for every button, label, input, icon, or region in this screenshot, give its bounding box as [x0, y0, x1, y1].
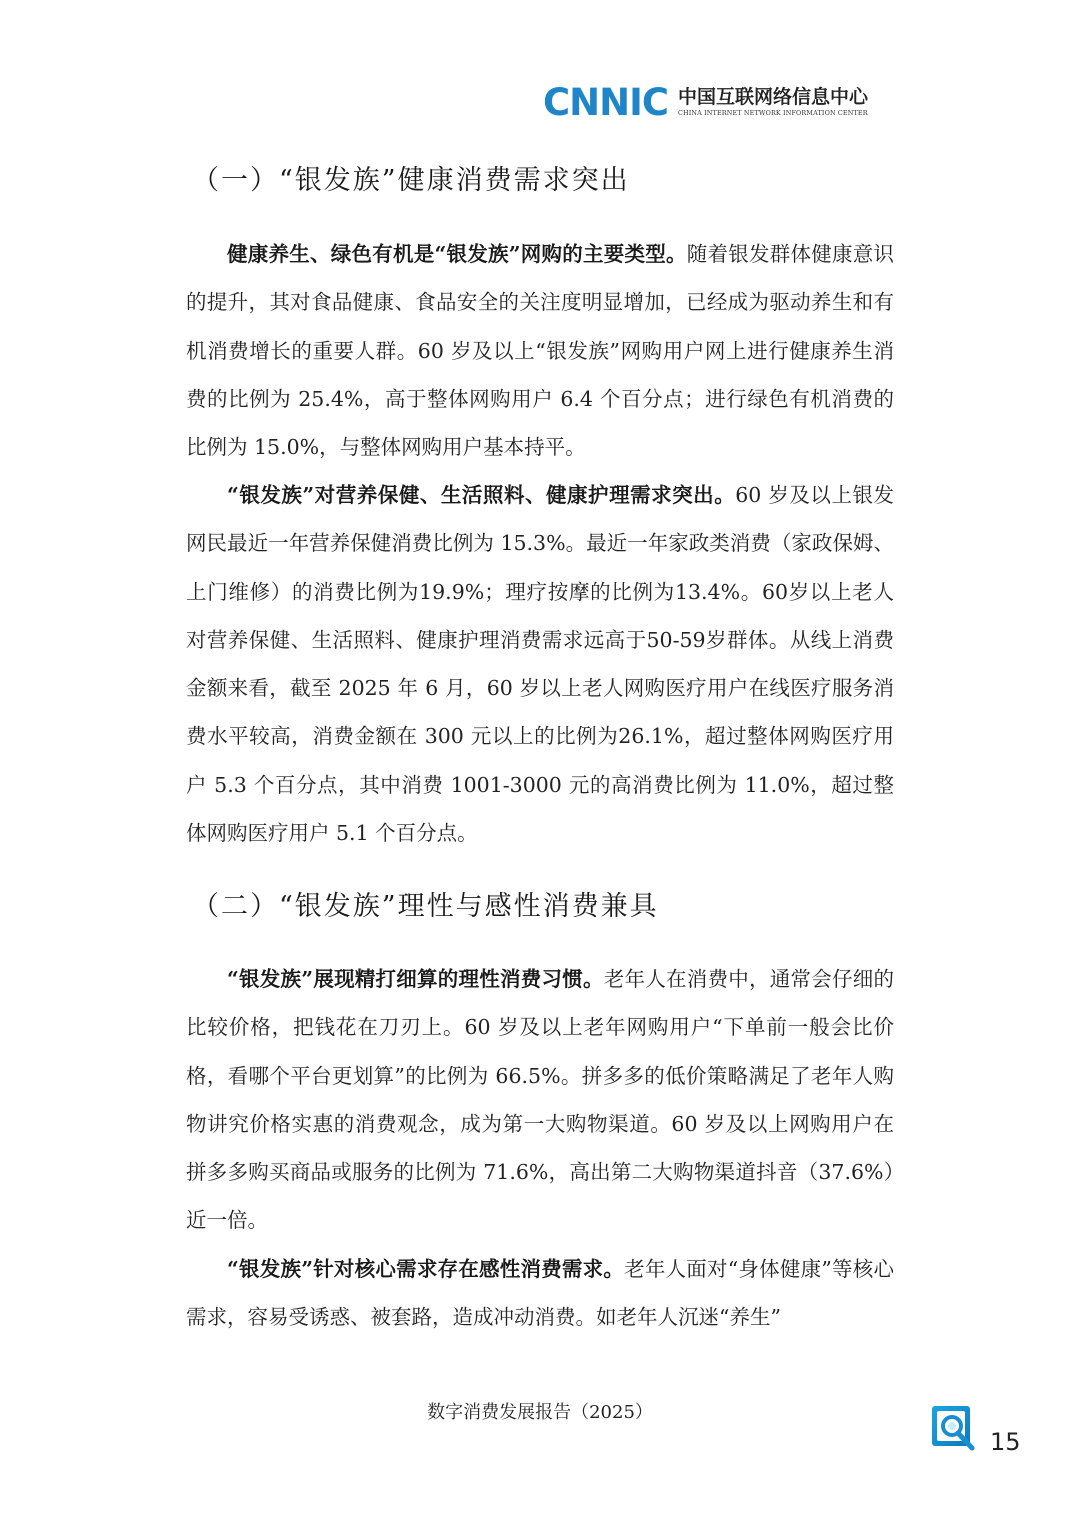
paragraph	[186, 230, 894, 471]
org-name-cn: 中国互联网络信息中心	[678, 86, 869, 108]
paragraph-body: 随着银发群体健康意识的提升，其对食品健康、食品安全的关注度明显增加，已经成为驱动养生和有机消费增长的重要人群。60 岁及以上“银发族”网购用户网上进行健康养生消费的比例为 25.4%，高于整体网购用户 6.4 个百分点；进行绿色有机消费的比例为 15.0%，与整体网购用户基本持平。	[186, 242, 894, 460]
section-title-2: （二）“银发族”理性与感性消费兼具	[192, 891, 659, 922]
paragraph-body: 老年人面对“身体健康”等核心需求，容易受诱惑、被套路，造成冲动消费。如老年人沉迷“养生”	[186, 1257, 894, 1330]
magnifier-logo-icon	[930, 1402, 978, 1454]
paragraph-body: 老年人在消费中，通常会仔细的比较价格，把钱花在刀刃上。60 岁及以上老年网购用户“下单前一般会比价格，看哪个平台更划算”的比例为 66.5%。拼多多的低价策略满足了老年人购物讲究价格实惠的消费观念，成为第一大购物渠道。60 岁及以上网购用户在拼多多购买商品或服务的比例为 71.6%，高出第二大购物渠道抖音（37.6%）近一倍。	[186, 967, 894, 1233]
section-title-1: （一）“银发族”健康消费需求突出	[192, 165, 630, 196]
report-title: 数字消费发展报告（2025）	[427, 1402, 653, 1423]
paragraph-lead: “银发族”展现精打细算的理性消费习惯。	[227, 967, 604, 991]
paragraph-body: 60 岁及以上银发网民最近一年营养保健消费比例为 15.3%。最近一年家政类消费（家政保姆、上门维修）的消费比例为19.9%；理疗按摩的比例为13.4%。60岁以上老人对营养保健、生活照料、健康护理消费需求远高于50-59岁群体。从线上消费金额来看，截至 2025 年 6 月，60 岁以上老人网购医疗用户在线医疗服务消费水平较高，消费金额在 300 元以上的比例为26.1%，超过整体网购医疗用户 5.3 个百分点，其中消费 1001-3000 元的高消费比例为 11.0%，超过整体网购医疗用户 5.1 个百分点。	[186, 483, 894, 846]
page-number: 15	[990, 1428, 1021, 1456]
paragraph-lead: 健康养生、绿色有机是“银发族”网购的主要类型。	[227, 242, 687, 266]
paragraph-lead: “银发族”针对核心需求存在感性消费需求。	[227, 1257, 625, 1281]
org-name-en: CHINA INTERNET NETWORK INFORMATION CENTER	[678, 109, 868, 117]
paragraph	[186, 1245, 894, 1342]
logo-mark: CNNIC	[543, 81, 669, 124]
paragraph	[186, 471, 894, 857]
paragraph-lead: “银发族”对营养保健、生活照料、健康护理需求突出。	[227, 483, 736, 507]
cnnic-logo	[543, 81, 893, 124]
paragraph	[186, 955, 894, 1245]
